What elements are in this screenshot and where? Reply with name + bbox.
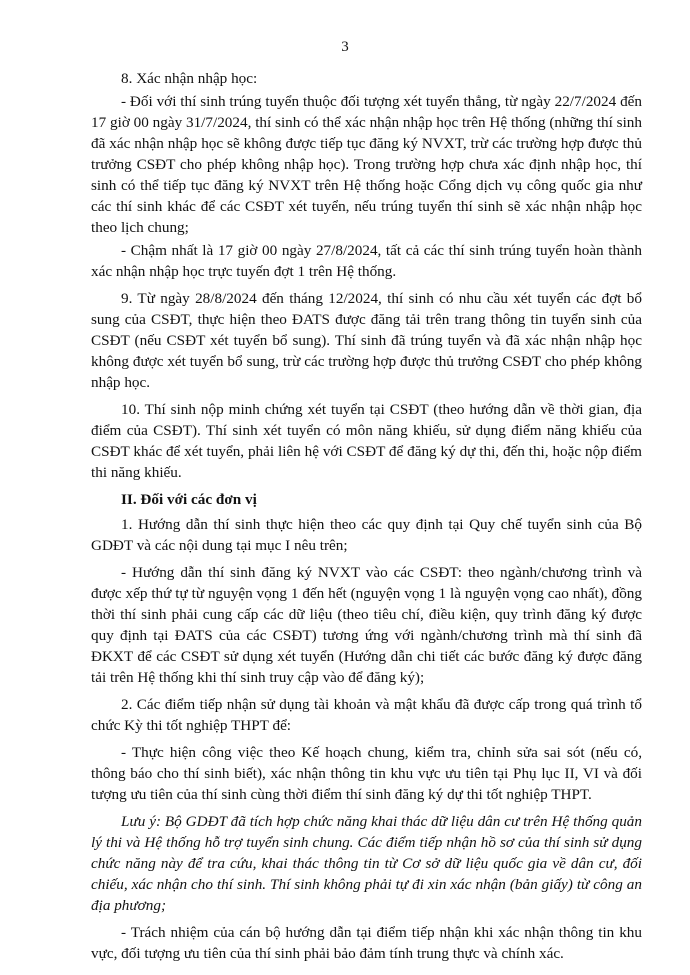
item-8-paragraph-a: - Đối với thí sinh trúng tuyển thuộc đối tượng xét tuyển thẳng, từ ngày 22/7/2024 đến 17 giờ 00 ngày 31/7/2024, thí sinh có thể xác nhận nhập học trên Hệ thống (những thí sinh đã xác nhận nhập học sẽ không được tiếp tục đăng ký NVXT, trừ các trường hợp được thủ trưởng CSĐT cho phép không nhập học). Trong trường hợp chưa xác định nhập học, thí sinh có thể tiếp tục đăng ký NVXT trên Hệ thống hoặc Cổng dịch vụ công quốc gia như các thí sinh khác để các CSĐT xét tuyển, nếu trúng tuyển thí sinh sẽ xác nhận nhập học theo lịch chung; bbox=[91, 93, 642, 236]
document-body bbox=[91, 68, 642, 970]
item-8-paragraph-b: - Chậm nhất là 17 giờ 00 ngày 27/8/2024, tất cả các thí sinh trúng tuyển hoàn thành xác nhận nhập học trực tuyến đợt 1 trên Hệ thống. bbox=[91, 242, 642, 280]
item-10-paragraph: 10. Thí sinh nộp minh chứng xét tuyển tại CSĐT (theo hướng dẫn về thời gian, địa điểm của CSĐT). Thí sinh xét tuyển có môn năng khiếu, sử dụng điểm năng khiếu của CSĐT khác để xét tuyển, phải liên hệ với CSĐT để đăng ký dự thi, đến thi, hoặc nộp điểm thi năng khiếu. bbox=[91, 401, 642, 481]
note-paragraph: Lưu ý: Bộ GDĐT đã tích hợp chức năng khai thác dữ liệu dân cư trên Hệ thống quản lý thi và Hệ thống hỗ trợ tuyển sinh chung. Các điểm tiếp nhận hồ sơ của thí sinh sử dụng chức năng này để tra cứu, khai thác thông tin từ Cơ sở dữ liệu quốc gia về dân cư, đối chiếu, xác nhận cho thí sinh. Thí sinh không phải tự đi xin xác nhận (bản giấy) từ công an địa phương; bbox=[91, 813, 642, 914]
section-2-item-2: 2. Các điểm tiếp nhận sử dụng tài khoản và mật khẩu đã được cấp trong quá trình tổ chức Kỳ thi tốt nghiệp THPT để: bbox=[91, 696, 642, 734]
section-2-item-2-detail-a: - Thực hiện công việc theo Kế hoạch chung, kiểm tra, chỉnh sửa sai sót (nếu có, thông báo cho thí sinh biết), xác nhận thông tin khu vực ưu tiên tại Phụ lục II, VI và đối tượng ưu tiên của thí sinh cùng thời điểm thí sinh đăng ký dự thi tốt nghiệp THPT. bbox=[91, 744, 642, 803]
section-2-item-2-detail-b: - Trách nhiệm của cán bộ hướng dẫn tại điểm tiếp nhận khi xác nhận thông tin khu vực, đối tượng ưu tiên của thí sinh phải bảo đảm tính trung thực và chính xác. bbox=[91, 924, 642, 962]
page-number: 3 bbox=[341, 39, 349, 55]
item-8-title: 8. Xác nhận nhập học: bbox=[121, 70, 258, 87]
section-2-item-1-detail: - Hướng dẫn thí sinh đăng ký NVXT vào các CSĐT: theo ngành/chương trình và được xếp thứ tự từ nguyện vọng 1 đến hết (nguyện vọng 1 là nguyện vọng cao nhất), đồng thời thí sinh phải cung cấp các dữ liệu (theo tiêu chí, điều kiện, quy trình đăng ký được quy định tại ĐATS của các CSĐT) tương ứng với ngành/chương trình mà thí sinh đã ĐKXT để các CSĐT sử dụng xét tuyển (Hướng dẫn chi tiết các bước đăng ký được đăng tải trên Hệ thống khi thí sinh truy cập vào để đăng ký); bbox=[91, 564, 642, 686]
item-9-paragraph: 9. Từ ngày 28/8/2024 đến tháng 12/2024, thí sinh có nhu cầu xét tuyển các đợt bổ sung của CSĐT, thực hiện theo ĐATS được đăng tải trên trang thông tin tuyển sinh của CSĐT (nếu CSĐT xét tuyển bổ sung). Thí sinh đã trúng tuyển và đã xác nhận nhập học không được xét tuyển bổ sung, trừ các trường hợp được thủ trưởng CSĐT cho phép không nhập học. bbox=[91, 290, 642, 391]
section-2-item-1: 1. Hướng dẫn thí sinh thực hiện theo các quy định tại Quy chế tuyển sinh của Bộ GDĐT và các nội dung tại mục I nêu trên; bbox=[91, 516, 642, 554]
section-2-heading: II. Đối với các đơn vị bbox=[121, 491, 257, 508]
